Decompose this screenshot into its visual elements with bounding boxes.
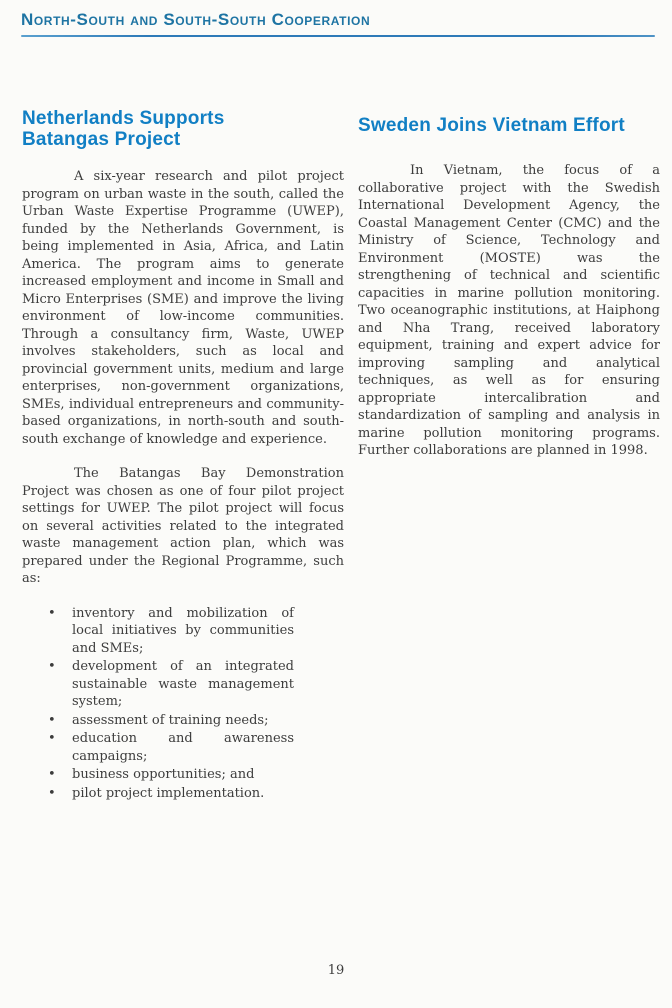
list-item-text: development of an integrated sustainable waste management system; <box>72 659 294 709</box>
article-heading-sweden: Sweden Joins Vietnam Effort <box>358 115 625 136</box>
page-number: 19 <box>327 963 345 978</box>
list-item-text: inventory and mobilization of local initiatives by communities and SMEs; <box>72 605 294 656</box>
list-item <box>22 605 344 658</box>
header-rule <box>21 35 655 37</box>
list-item <box>22 785 344 803</box>
list-item-text: education and awareness campaigns; <box>72 731 294 764</box>
bullet-icon: • <box>48 605 56 621</box>
netherlands-paragraph-2: The Batangas Bay Demonstration Project was chosen as one of four pilot project settings for UWEP. The pilot project will focus on several activities related to the integrated waste management action plan, which was prepared under the Regional Programme, such as: <box>22 466 344 586</box>
page-header <box>0 0 672 30</box>
right-column <box>358 108 660 803</box>
netherlands-paragraph-1: A six-year research and pilot project program on urban waste in the south, called the Urban Waste Expertise Programme (UWEP), funded by the Netherlands Government, is being implemented in Asia, Africa, and Latin America. The program aims to generate increased employment and income in Small and Micro Enterprises (SME) and improve the living environment of low-income communities. Through a consultancy firm, Waste, UWEP involves stakeholders, such as local and provincial government units, medium and large enterprises, non-government organizations, SMEs, individual entrepreneurs and community-based organizations, in north-south and south-south exchange of knowledge and experience. <box>22 169 344 447</box>
list-item <box>22 658 344 711</box>
list-item <box>22 730 344 765</box>
bullet-icon: • <box>48 731 56 746</box>
left-column <box>22 108 344 803</box>
sweden-paragraph-1: In Vietnam, the focus of a collaborative project with the Swedish International Development Agency, the Coastal Management Center (CMC) and the Ministry of Science, Technology and Environment (MOSTE) was the strengthening of technical and scientific capacities in marine pollution monitoring. Two oceanographic institutions, at Haiphong and Nha Trang, received laboratory equipment, training and expert advice for improving sampling and analytical techniques, as well as for ensuring appropriate intercalibration and standardization of sampling and analysis in marine pollution monitoring programs. Further collaborations are planned in 1998. <box>358 163 660 458</box>
activities-bullet-list <box>22 605 344 803</box>
list-item-text: assessment of training needs; <box>72 712 269 728</box>
list-item <box>22 766 344 784</box>
list-item-text: pilot project implementation. <box>72 785 265 801</box>
bullet-icon: • <box>48 659 56 674</box>
page-footer <box>0 959 672 978</box>
bullet-icon: • <box>48 767 56 782</box>
article-heading-netherlands: Netherlands Supports Batangas Project <box>22 108 225 150</box>
bullet-icon: • <box>48 785 56 801</box>
list-item <box>22 712 344 730</box>
section-title: North-South and South-South Cooperation <box>21 10 371 29</box>
bullet-icon: • <box>48 712 56 728</box>
list-item-text: business opportunities; and <box>72 767 255 782</box>
two-column-content <box>0 108 672 803</box>
